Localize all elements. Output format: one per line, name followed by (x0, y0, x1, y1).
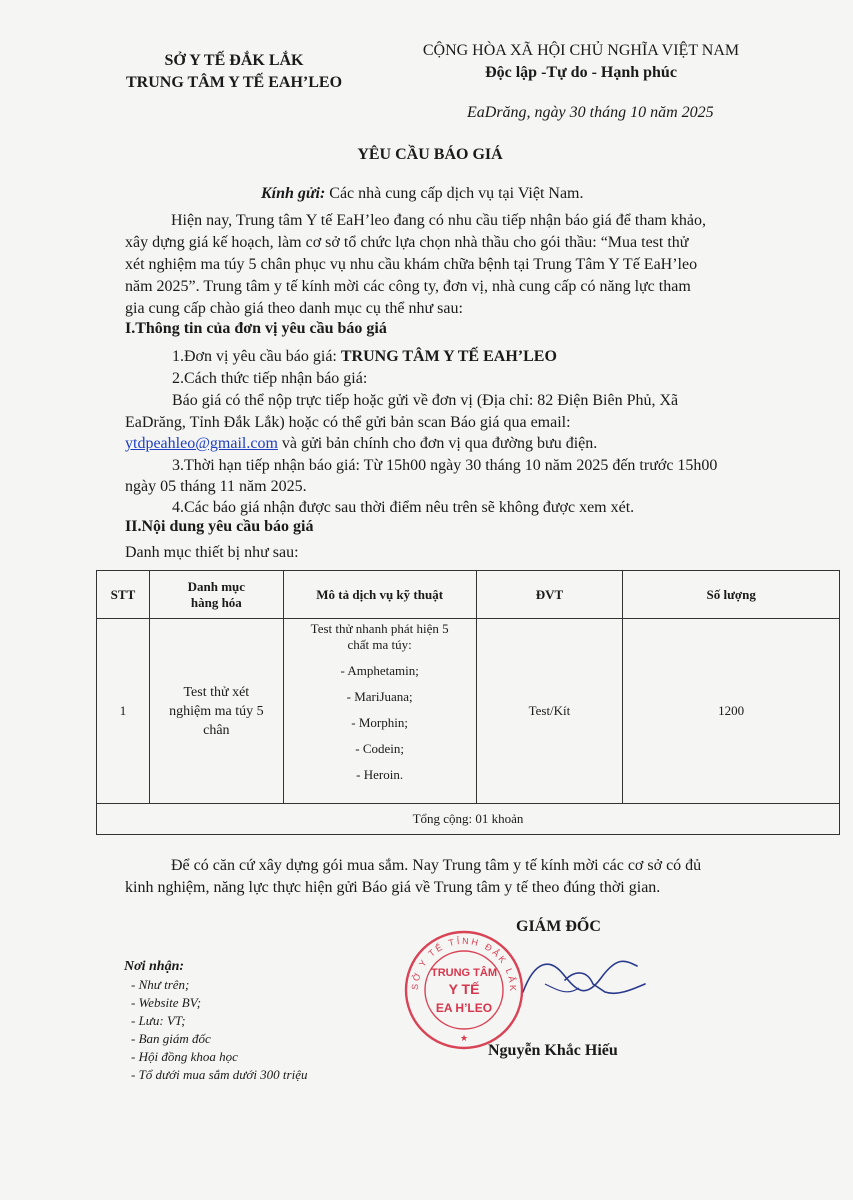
table-header-row (97, 571, 840, 619)
intro-line-1: Hiện nay, Trung tâm Y tế EaH’leo đang có nhu cầu tiếp nhận báo giá để tham khảo, (171, 212, 706, 229)
list-intro: Danh mục thiết bị như sau: (125, 544, 299, 561)
item-line-1: Test thử xét (183, 684, 250, 700)
cell-description (283, 619, 476, 804)
handwritten-signature-icon (505, 940, 655, 1010)
section-2-heading: II.Nội dung yêu cầu báo giá (125, 518, 314, 535)
recipient-item: - Hội đồng khoa học (131, 1049, 238, 1064)
cell-quantity: 1200 (623, 619, 840, 804)
desc-item: - Codein; (355, 741, 405, 756)
section-1-item-1 (172, 348, 557, 366)
cell-total: Tổng cộng: 01 khoản (97, 804, 840, 835)
org-line-1: SỞ Y TẾ ĐẮK LẮK (164, 52, 304, 69)
place-date: EaDrăng, ngày 30 tháng 10 năm 2025 (467, 104, 714, 121)
intro-line-2: xây dựng giá kế hoạch, làm cơ sở tổ chức lựa chọn nhà thầu cho gói thầu: “Mua test thử (125, 234, 689, 251)
item-2-line-3 (125, 435, 597, 453)
desc-line-1: Test thử nhanh phát hiện 5 (310, 621, 449, 636)
recipients-title: Nơi nhận: (124, 959, 185, 974)
header-category (149, 571, 283, 619)
item-2-line-2: EaDrăng, Tỉnh Đắk Lắk) hoặc có thể gửi bản scan Báo giá qua email: (125, 414, 571, 431)
nation-line-1: CỘNG HÒA XÃ HỘI CHỦ NGHĨA VIỆT NAM (422, 42, 740, 59)
header-description: Mô tả dịch vụ kỹ thuật (283, 571, 476, 619)
greeting-label: Kính gửi: (261, 185, 326, 202)
signer-name: Nguyễn Khắc Hiếu (488, 1042, 618, 1059)
desc-item: - Heroin. (356, 767, 404, 782)
desc-item: - Amphetamin; (340, 663, 419, 678)
section-1-heading: I.Thông tin của đơn vị yêu cầu báo giá (125, 320, 387, 337)
header-stt: STT (97, 571, 150, 619)
recipient-item: - Tổ dưới mua sắm dưới 300 triệu (131, 1067, 308, 1082)
stamp-line-2: Y TẾ (448, 981, 480, 997)
page-title: YÊU CẦU BÁO GIÁ (357, 146, 503, 163)
official-stamp-icon (402, 928, 526, 1052)
recipient-item: - Ban giám đốc (131, 1031, 211, 1046)
stamp-line-3: EA H’LEO (435, 1001, 493, 1015)
stamp-ring-text: SỞ Y TẾ TỈNH ĐẮK LẮK (409, 935, 519, 994)
nation-line-2: Độc lập -Tự do - Hạnh phúc (485, 64, 677, 81)
quote-table (96, 570, 840, 835)
cell-stt: 1 (97, 619, 150, 804)
closing-line-1: Để có căn cứ xây dựng gói mua sắm. Nay Trung tâm y tế kính mời các cơ sở có đủ (171, 857, 702, 874)
svg-text:★: ★ (459, 1033, 469, 1043)
header-category-line-1: Danh mục (187, 578, 246, 594)
email-link[interactable]: ytdpeahleo@gmail.com (125, 435, 278, 452)
section-1-item-2: 2.Cách thức tiếp nhận báo giá: (172, 370, 368, 387)
item-2-line-1: Báo giá có thể nộp trực tiếp hoặc gửi về đơn vị (Địa chỉ: 82 Điện Biên Phủ, Xã (172, 392, 679, 409)
desc-line-2: chất ma túy: (347, 637, 412, 652)
item-line-2: nghiệm ma túy 5 (169, 703, 264, 719)
item-3-line-2: ngày 05 tháng 11 năm 2025. (125, 478, 307, 495)
org-line-2: TRUNG TÂM Y TẾ EAH’LEO (125, 74, 343, 91)
greeting (261, 185, 584, 203)
closing-line-2: kinh nghiệm, năng lực thực hiện gửi Báo giá về Trung tâm y tế theo đúng thời gian. (125, 879, 661, 896)
intro-line-5: gia cung cấp chào giá theo danh mục cụ thể như sau: (125, 300, 463, 317)
section-1-item-4: 4.Các báo giá nhận được sau thời điểm nêu trên sẽ không được xem xét. (172, 499, 635, 516)
intro-line-3: xét nghiệm ma túy 5 chân phục vụ nhu cầu khám chữa bệnh tại Trung Tâm Y Tế EaH’leo (125, 256, 698, 273)
header-category-line-2: hàng hóa (190, 594, 242, 610)
cell-unit: Test/Kít (476, 619, 623, 804)
header-quantity: Số lượng (623, 571, 840, 619)
desc-item: - Morphin; (351, 715, 408, 730)
item-1-value: TRUNG TÂM Y TẾ EAH’LEO (340, 348, 557, 365)
table-row (97, 619, 840, 804)
recipient-item: - Như trên; (131, 977, 190, 992)
table-total-row (97, 804, 840, 835)
greeting-text: Các nhà cung cấp dịch vụ tại Việt Nam. (329, 185, 584, 202)
item-line-3: chân (203, 722, 230, 738)
header-unit: ĐVT (476, 571, 623, 619)
intro-line-4: năm 2025”. Trung tâm y tế kính mời các công ty, đơn vị, nhà cung cấp có năng lực tham (125, 278, 691, 295)
recipient-item: - Website BV; (131, 995, 202, 1010)
item-3-line-1: 3.Thời hạn tiếp nhận báo giá: Từ 15h00 ngày 30 tháng 10 năm 2025 đến trước 15h00 (172, 457, 718, 474)
signature-role: GIÁM ĐỐC (516, 918, 601, 935)
desc-item: - MariJuana; (346, 689, 413, 704)
item-1-label: 1.Đơn vị yêu cầu báo giá: (172, 348, 341, 365)
recipient-item: - Lưu: VT; (131, 1013, 186, 1028)
item-2-line-3-rest: và gửi bản chính cho đơn vị qua đường bưu điện. (277, 435, 598, 452)
cell-item (149, 619, 283, 804)
stamp-line-1: TRUNG TÂM (431, 967, 497, 979)
